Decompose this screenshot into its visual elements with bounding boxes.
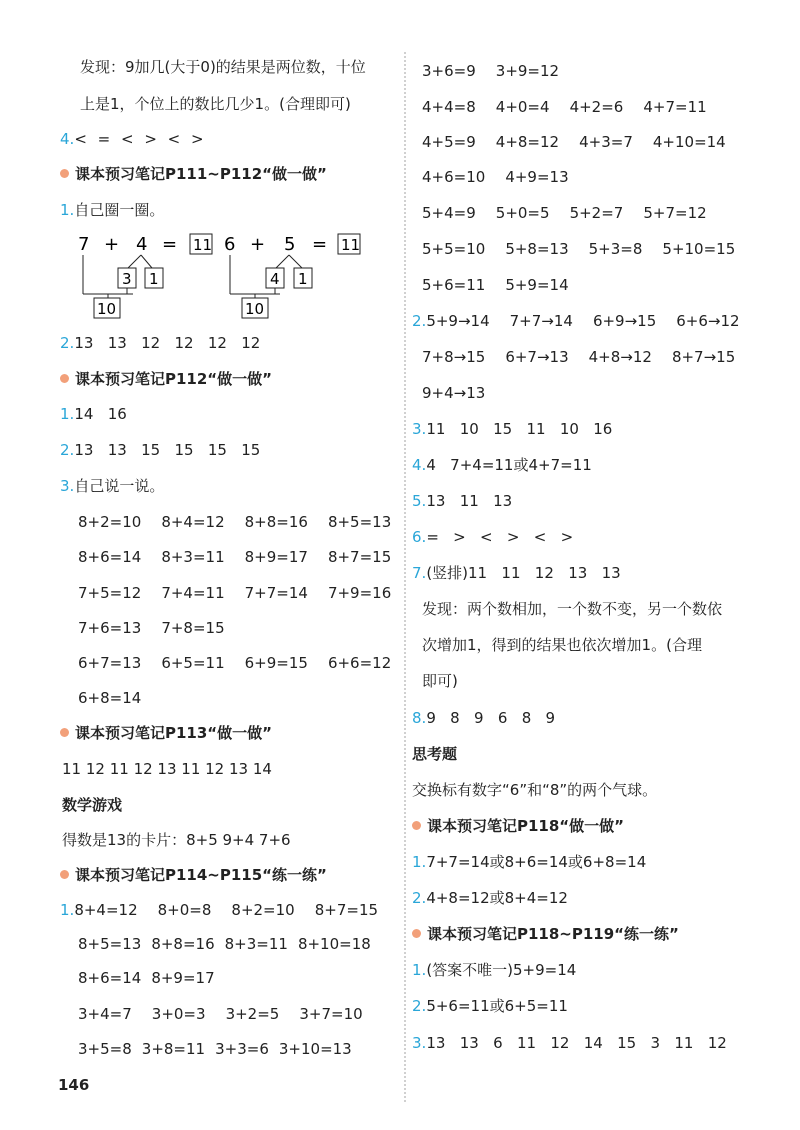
question-number: 1. [60,901,75,919]
section-heading-p118-119 [412,923,679,945]
q7-discovery-line-3: 即可) [422,672,458,690]
answer-text: 14 16 [74,405,127,423]
question-1 [412,959,576,981]
decomposition-diagrams [70,228,400,323]
answer-text: 13 13 15 15 15 15 [74,441,261,459]
answer-text: 13 13 12 12 12 12 [74,334,261,352]
question-3 [412,1032,727,1054]
split-value: 4 [270,270,280,288]
heading-text: 课本预习笔记P111~P112“做一做” [75,165,327,183]
question-number: 5. [412,492,427,510]
diagram-6-plus-5 [224,234,360,318]
p113-answers: 11 12 11 12 13 11 12 13 14 [62,760,272,778]
branch-line [289,255,302,268]
equation-row: 5+5=10 5+8=13 5+3=8 5+10=15 [422,240,736,258]
question-1 [60,199,164,221]
question-number: 1. [60,405,75,423]
heading-text: 课本预习笔记P113“做一做” [75,724,273,742]
result-value: 11 [341,236,361,254]
question-number: 1. [412,961,427,979]
discovery-line-2: 上是1，个位上的数比几少1。(合理即可) [80,95,351,113]
heading-text: 课本预习笔记P118~P119“练一练” [427,925,679,943]
q7-discovery-line-2: 次增加1，得到的结果也依次增加1。(合理 [422,636,702,654]
equation-row: 3+6=9 3+9=12 [422,62,560,80]
addend-a: 6 [224,234,236,255]
equation-row: 8+6=14 8+9=17 [78,969,215,987]
math-game-text: 得数是13的卡片：8+5 9+4 7+6 [62,831,291,849]
answer-text: 自己圈一圈。 [74,201,165,219]
question-number: 6. [412,528,427,546]
think-title: 思考题 [412,745,458,763]
answer-text: 4 7+4=11或4+7=11 [426,456,592,474]
ten-value: 10 [245,300,265,318]
branch-line [128,255,141,268]
equation-row: 7+6=13 7+8=15 [78,619,225,637]
answer-text: 7+7=14或8+6=14或6+8=14 [426,853,647,871]
question-7 [412,562,621,584]
question-number: 4. [412,456,427,474]
answer-text: (竖排)11 11 12 13 13 [426,564,621,582]
answer-text: 自己说一说。 [74,477,165,495]
answer-text: (答案不唯一)5+9=14 [426,961,577,979]
equation-row: 6+7=13 6+5=11 6+9=15 6+6=12 [78,654,392,672]
question-2 [412,887,568,909]
question-1 [60,403,127,425]
question-number: 4. [60,130,75,148]
heading-text: 课本预习笔记P112“做一做” [75,370,273,388]
branch-line [141,255,152,268]
split-value: 1 [149,270,159,288]
question-number: 2. [412,889,427,907]
heading-text: 课本预习笔记P114~P115“练一练” [75,866,327,884]
bullet-dot-icon [412,821,421,830]
section-heading-p118 [412,815,624,837]
answer-text: 13 11 13 [426,492,513,510]
equation-row: 5+4=9 5+0=5 5+2=7 5+7=12 [422,204,707,222]
column-divider [404,52,406,1102]
equation-row: 7+8→15 6+7→13 4+8→12 8+7→15 [422,348,736,366]
question-number: 1. [60,201,75,219]
equation-row: 8+6=14 8+3=11 8+9=17 8+7=15 [78,548,392,566]
answer-text: = > < > < > [426,528,574,546]
diagram-7-plus-4 [78,234,212,318]
equation-row: 1.8+4=12 8+0=8 8+2=10 8+7=15 [60,901,379,919]
bullet-dot-icon [60,374,69,383]
split-value: 3 [122,270,132,288]
heading-text: 课本预习笔记P118“做一做” [427,817,625,835]
equation-row: 3+4=7 3+0=3 3+2=5 3+7=10 [78,1005,363,1023]
question-2 [60,332,260,354]
addend-b: 4 [136,234,148,255]
question-number: 2. [60,441,75,459]
result-value: 11 [193,236,213,254]
question-3 [412,418,612,440]
equation-row: 9+4→13 [422,384,486,402]
answer-text: < = < > < > [74,130,207,148]
addend-a: 7 [78,234,90,255]
question-2 [60,439,260,461]
equation-row: 7+5=12 7+4=11 7+7=14 7+9=16 [78,584,392,602]
question-number: 2. [412,997,427,1015]
q7-discovery-line-1: 发现：两个数相加，一个数不变，另一个数依 [422,600,723,618]
question-4 [60,128,207,150]
equation-row: 4+4=8 4+0=4 4+2=6 4+7=11 [422,98,707,116]
equals-sign: = [312,234,328,255]
equation-row: 4+5=9 4+8=12 4+3=7 4+10=14 [422,133,726,151]
branch-line [276,255,289,268]
question-number: 3. [60,477,75,495]
answer-text: 11 10 15 11 10 16 [426,420,613,438]
equation-row: 6+8=14 [78,689,142,707]
plus-sign: + [104,234,120,255]
bullet-dot-icon [60,169,69,178]
question-number: 2. [60,334,75,352]
section-heading-p114 [60,864,327,886]
section-heading-p113 [60,722,272,744]
think-text: 交换标有数字“6”和“8”的两个气球。 [412,781,658,799]
equals-sign: = [162,234,178,255]
equation-row: 5+6=11 5+9=14 [422,276,569,294]
equation-row: 4+6=10 4+9=13 [422,168,569,186]
question-number: 3. [412,1034,427,1052]
discovery-line-1: 发现：9加几(大于0)的结果是两位数，十位 [80,58,366,76]
question-4 [412,454,592,476]
bullet-dot-icon [60,870,69,879]
question-number: 2. [412,312,427,330]
question-number: 3. [412,420,427,438]
answer-text: 4+8=12或8+4=12 [426,889,568,907]
split-value: 1 [298,270,308,288]
question-number: 7. [412,564,427,582]
section-heading-p112 [60,368,272,390]
section-heading-p111 [60,163,327,185]
question-2 [412,995,568,1017]
question-5 [412,490,512,512]
answer-text: 9 8 9 6 8 9 [426,709,556,727]
equation-row: 3+5=8 3+8=11 3+3=6 3+10=13 [78,1040,352,1058]
question-number: 8. [412,709,427,727]
question-8 [412,707,555,729]
answer-text: 13 13 6 11 12 14 15 3 11 12 [426,1034,727,1052]
bullet-dot-icon [412,929,421,938]
question-3 [60,475,164,497]
question-number: 1. [412,853,427,871]
answer-text: 5+6=11或6+5=11 [426,997,568,1015]
ten-value: 10 [97,300,117,318]
math-game-title: 数学游戏 [62,796,123,814]
page-number: 146 [58,1076,90,1094]
equation-row: 8+5=13 8+8=16 8+3=11 8+10=18 [78,935,371,953]
bullet-dot-icon [60,728,69,737]
addend-b: 5 [284,234,296,255]
equation-row: 8+2=10 8+4=12 8+8=16 8+5=13 [78,513,392,531]
question-6 [412,526,573,548]
plus-sign: + [250,234,266,255]
question-2: 2.5+9→14 7+7→14 6+9→15 6+6→12 [412,312,740,330]
question-1 [412,851,646,873]
